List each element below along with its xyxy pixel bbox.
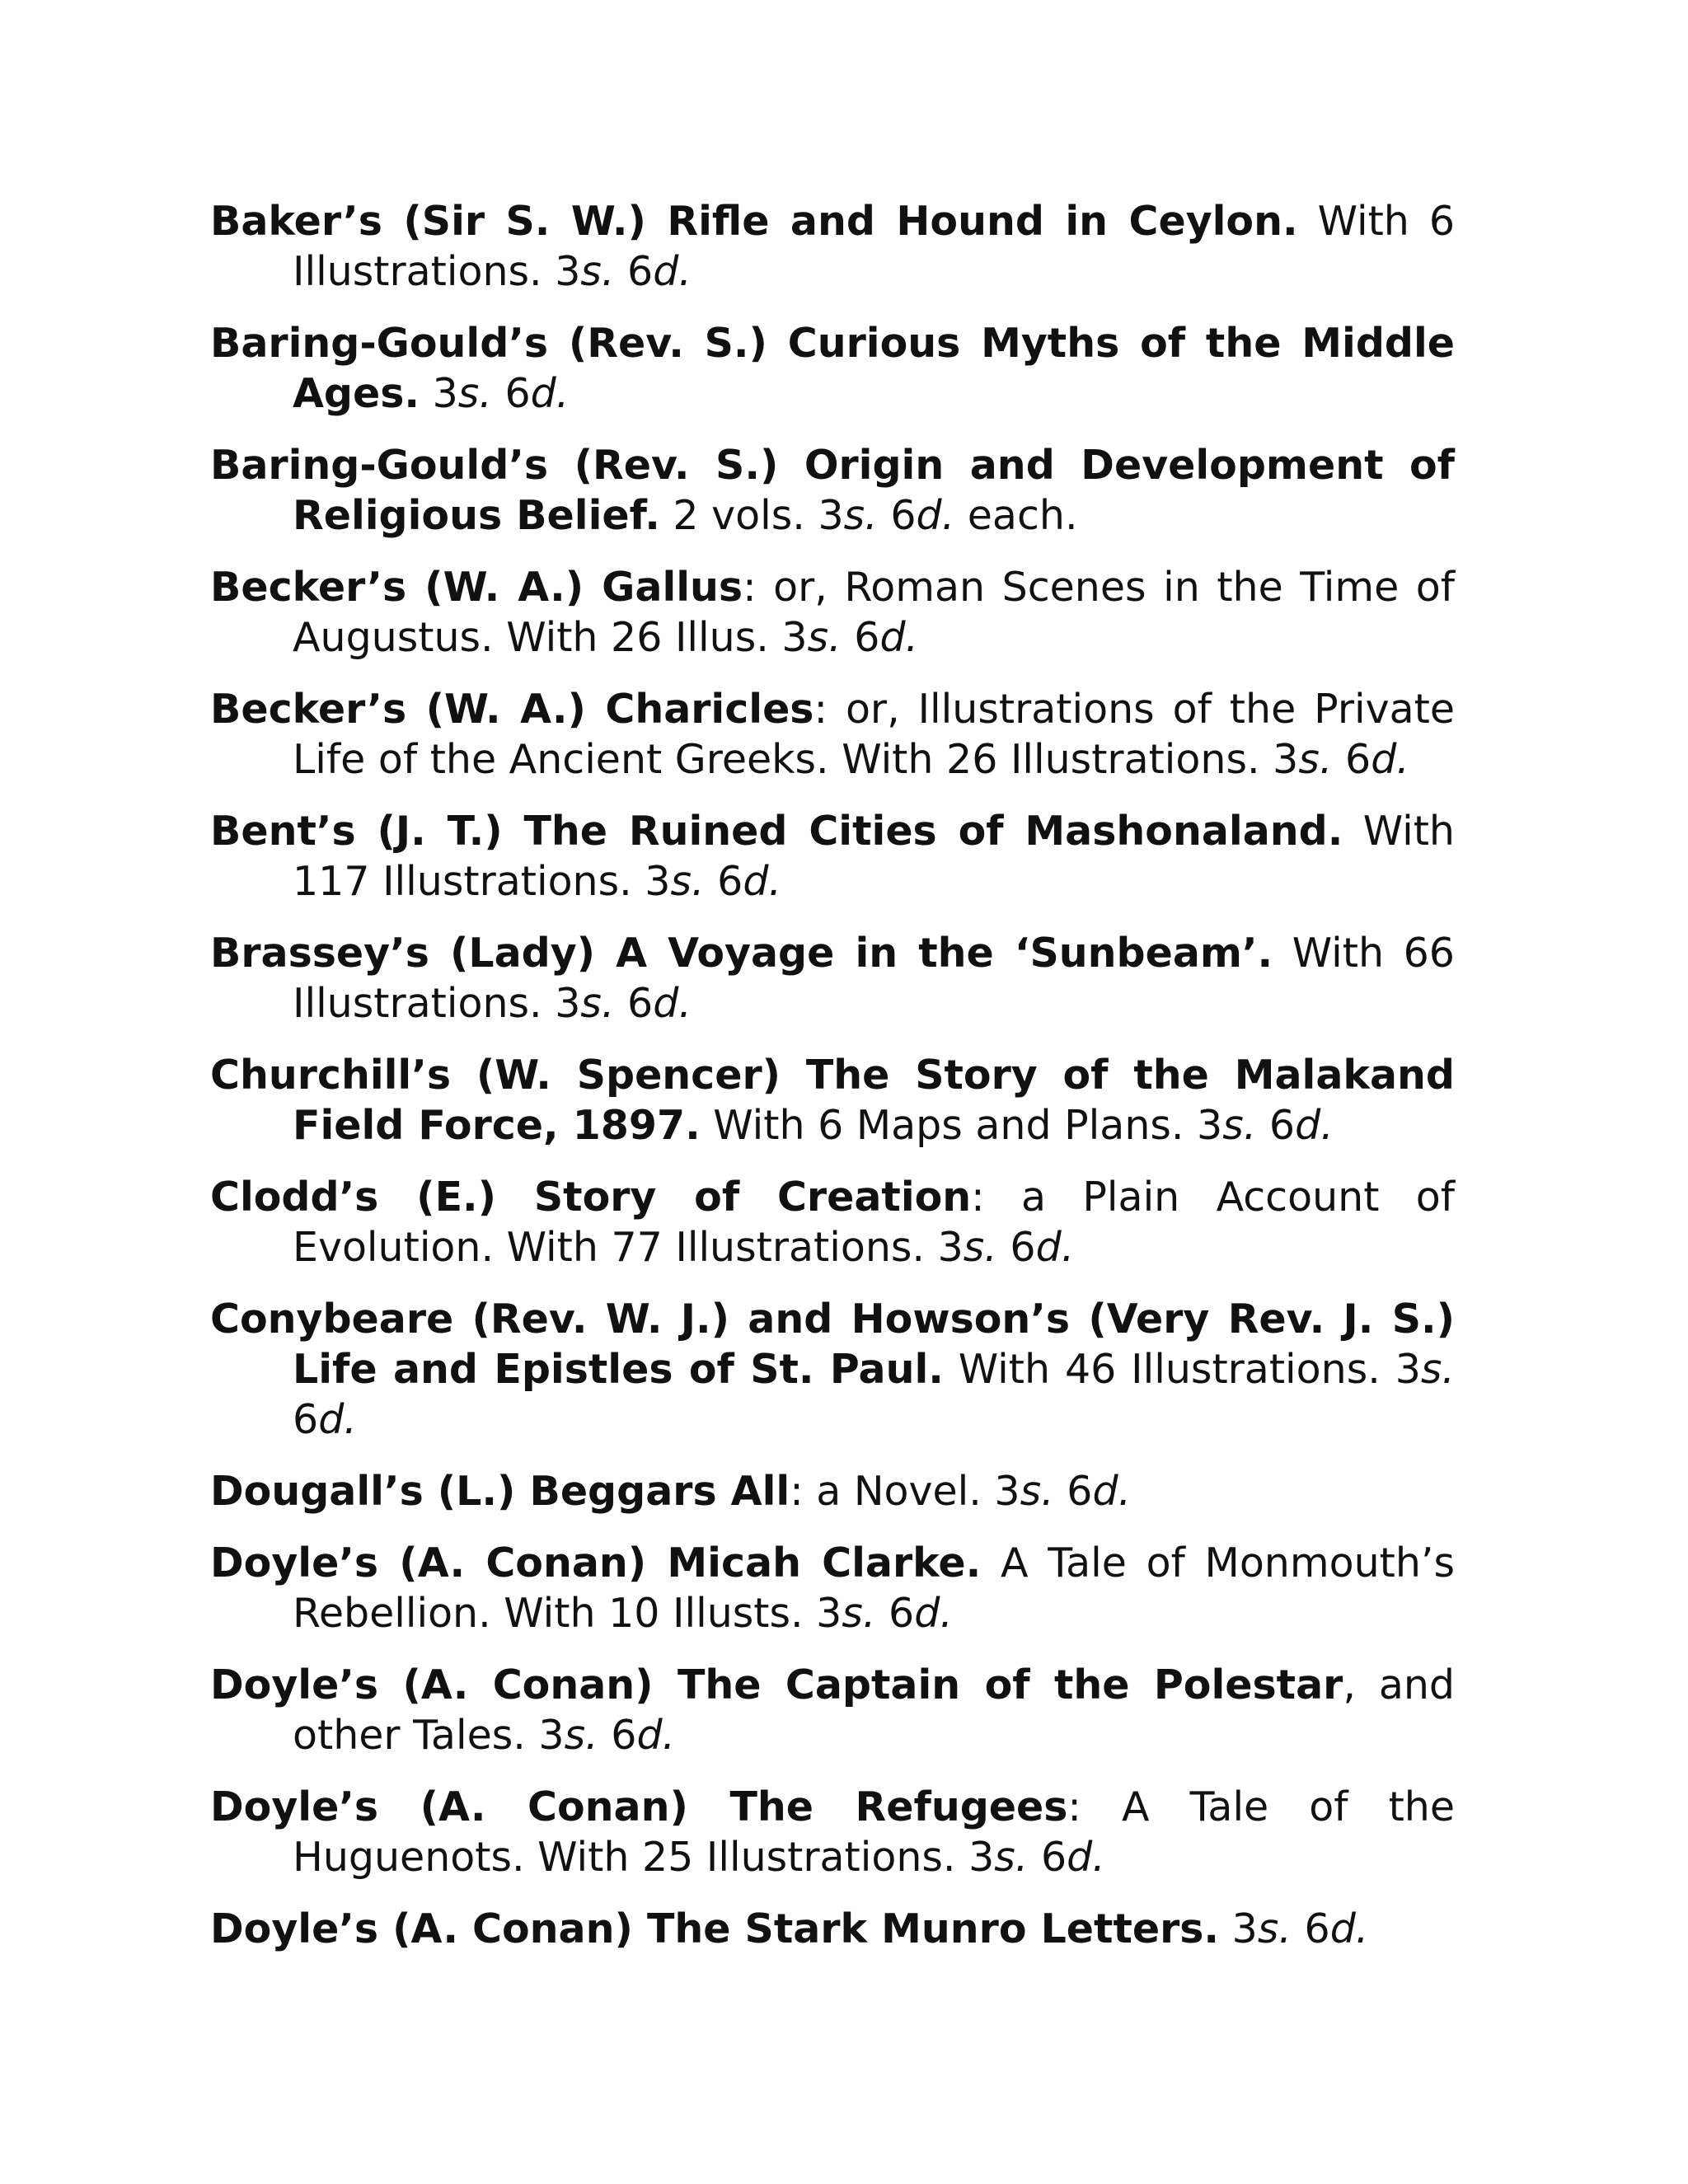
book-entry (210, 440, 1455, 541)
price-unit: d. (636, 1712, 676, 1759)
entry-text: 6 (877, 492, 917, 539)
entry-text: 6 (1053, 1468, 1093, 1515)
price-unit: d. (879, 614, 919, 661)
entry-text: 3 (1219, 1905, 1258, 1952)
price-unit: d. (1329, 1905, 1369, 1952)
book-title: Baring-Gould’s (Rev. S.) Curious Myths of the Middle Ages. (210, 320, 1455, 417)
entry-text: 6 (1028, 1834, 1067, 1881)
price-unit: d. (914, 1590, 953, 1637)
price-unit: s. (994, 1834, 1029, 1881)
price-unit: d. (318, 1396, 357, 1443)
entry-text: 2 vols. 3 (659, 492, 844, 539)
entry-text: 6 (1256, 1102, 1296, 1149)
book-entry (210, 196, 1455, 297)
price-unit: d. (916, 492, 955, 539)
entry-text: 6 (996, 1224, 1036, 1271)
entry-text: 6 (875, 1590, 915, 1637)
entry-text: : a Novel. 3 (790, 1468, 1020, 1515)
book-entry (210, 562, 1455, 663)
entry-text: 6 (293, 1396, 319, 1443)
book-title: Doyle’s (A. Conan) The Stark Munro Letters. (210, 1905, 1220, 1952)
book-entry (210, 1660, 1455, 1760)
book-entry (210, 1538, 1455, 1638)
book-title: Churchill’s (W. Spencer) The Story of the Malakand Field Force, 1897. (210, 1052, 1455, 1149)
book-title: Becker’s (W. A.) Charicles (210, 686, 814, 733)
entry-text: , and other Tales. 3 (293, 1661, 1456, 1759)
book-title: Becker’s (W. A.) Gallus (210, 564, 743, 611)
entry-text: 6 (704, 858, 743, 905)
price-unit: d. (530, 370, 570, 417)
entry-text: : or, Roman Scenes in the Time of Augustus. With 26 Illus. 3 (293, 564, 1456, 661)
book-entry (210, 1050, 1455, 1151)
price-unit: s. (457, 370, 492, 417)
entry-text: : a Plain Account of Evolution. With 77 Illustrations. 3 (293, 1174, 1455, 1271)
book-entry (210, 1904, 1455, 1954)
price-unit: d. (1295, 1102, 1334, 1149)
price-unit: d. (1035, 1224, 1075, 1271)
price-unit: d. (653, 980, 692, 1027)
price-unit: s. (580, 980, 615, 1027)
book-list (210, 196, 1455, 1975)
entry-text: 3 (420, 370, 458, 417)
entry-text: With 6 Maps and Plans. 3 (700, 1102, 1223, 1149)
price-unit: s. (1222, 1102, 1257, 1149)
entry-text: With 117 Illustrations. 3 (293, 808, 1455, 905)
entry-text: With 6 Illustrations. 3 (293, 198, 1455, 295)
book-title: Brassey’s (Lady) A Voyage in the ‘Sunbeam’. (210, 930, 1273, 977)
price-unit: s. (807, 614, 842, 661)
price-unit: s. (580, 248, 615, 295)
book-title: Bent’s (J. T.) The Ruined Cities of Mashonaland. (210, 808, 1343, 855)
book-entry (210, 1294, 1455, 1445)
book-entry (210, 1466, 1455, 1516)
book-title: Doyle’s (A. Conan) Micah Clarke. (210, 1540, 982, 1586)
book-title: Baker’s (Sir S. W.) Rifle and Hound in Ceylon. (210, 198, 1298, 245)
price-unit: d. (743, 858, 782, 905)
entry-text: 6 (614, 248, 654, 295)
price-unit: s. (963, 1224, 997, 1271)
price-unit: s. (1420, 1346, 1455, 1393)
entry-text: 6 (614, 980, 654, 1027)
book-entry (210, 684, 1455, 785)
book-title: Baring-Gould’s (Rev. S.) Origin and Development of Religious Belief. (210, 442, 1455, 539)
book-entry (210, 1172, 1455, 1272)
price-unit: s. (843, 492, 878, 539)
entry-text: 6 (491, 370, 531, 417)
price-unit: s. (1020, 1468, 1054, 1515)
book-title: Dougall’s (L.) Beggars All (210, 1468, 790, 1515)
price-unit: d. (1092, 1468, 1132, 1515)
price-unit: d. (1067, 1834, 1105, 1881)
entry-text: With 66 Illustrations. 3 (293, 930, 1455, 1027)
entry-text: A Tale of Monmouth’s Rebellion. With 10 Illusts. 3 (293, 1540, 1455, 1637)
book-title: Clodd’s (E.) Story of Creation (210, 1174, 972, 1221)
book-entry (210, 928, 1455, 1029)
book-entry (210, 1782, 1455, 1882)
book-entry (210, 318, 1455, 419)
entry-text: With 46 Illustrations. 3 (943, 1346, 1421, 1393)
price-unit: s. (842, 1590, 876, 1637)
price-unit: s. (1257, 1905, 1292, 1952)
entry-text: 6 (841, 614, 880, 661)
book-title: Conybeare (Rev. W. J.) and Howson’s (Very Rev. J. S.) Life and Epistles of St. Paul. (210, 1296, 1455, 1393)
book-title: Doyle’s (A. Conan) The Captain of the Polestar (210, 1661, 1343, 1708)
price-unit: d. (1371, 736, 1409, 783)
entry-text: 6 (598, 1712, 637, 1759)
price-unit: s. (670, 858, 705, 905)
entry-text: each. (954, 492, 1078, 539)
entry-text: : A Tale of the Huguenots. With 25 Illustrations. 3 (293, 1783, 1455, 1881)
entry-text: 6 (1291, 1905, 1330, 1952)
price-unit: d. (653, 248, 692, 295)
entry-text: 6 (1332, 736, 1372, 783)
price-unit: s. (1298, 736, 1333, 783)
entry-text: : or, Illustrations of the Private Life of the Ancient Greeks. With 26 Illustrations. 3 (293, 686, 1455, 783)
book-title: Doyle’s (A. Conan) The Refugees (210, 1783, 1068, 1830)
price-unit: s. (564, 1712, 598, 1759)
book-entry (210, 806, 1455, 907)
